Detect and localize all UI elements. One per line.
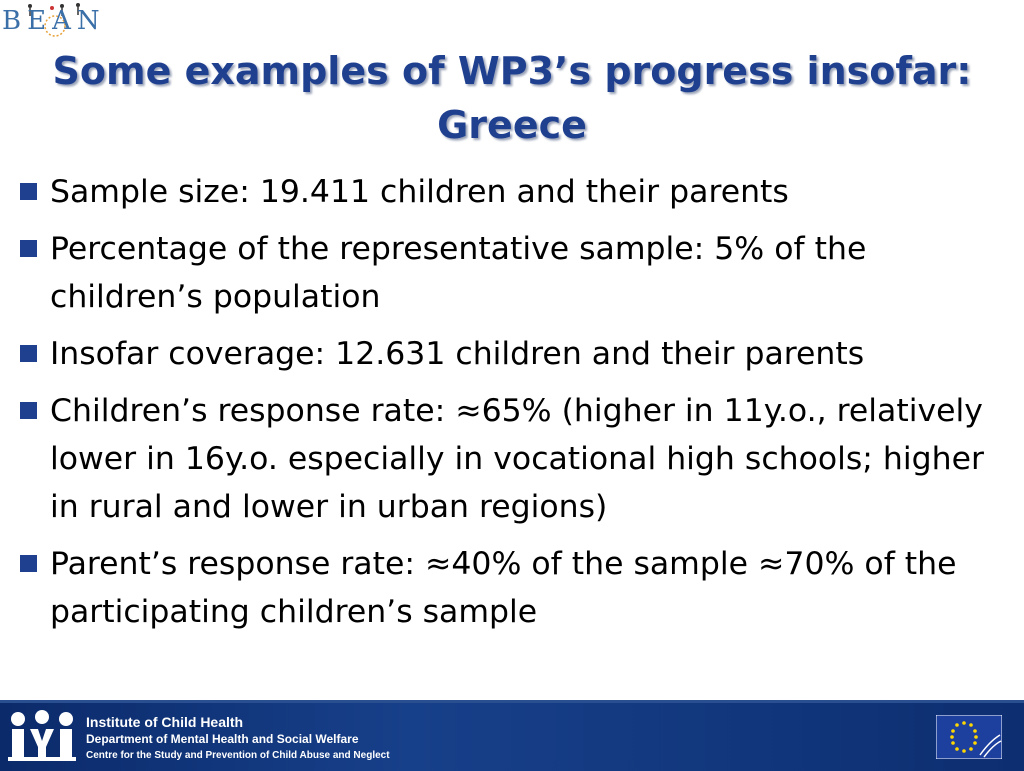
square-bullet-icon (20, 345, 37, 362)
slide-title (0, 44, 1024, 152)
footer-text-block (86, 713, 390, 763)
footer-centre: Centre for the Study and Prevention of Child Abuse and Neglect (86, 750, 390, 761)
footer-department: Department of Mental Health and Social Welfare (86, 732, 359, 746)
square-bullet-icon (20, 555, 37, 572)
bullet-item (18, 330, 1018, 378)
title-line-1: Some examples of WP3’s progress insofar: (52, 49, 972, 93)
footer-institute-name: Institute of Child Health (86, 714, 244, 730)
bullet-text: Parent’s response rate: ≈40% of the sample ≈70% of the participating children’s sample (50, 546, 957, 630)
square-bullet-icon (20, 240, 37, 257)
bullet-text: Percentage of the representative sample: 5% of the children’s population (50, 231, 867, 315)
square-bullet-icon (20, 183, 37, 200)
bullet-item (18, 387, 1018, 531)
footer-bar (0, 700, 1024, 771)
bean-logo (0, 0, 130, 44)
square-bullet-icon (20, 402, 37, 419)
eu-flag-icon (936, 715, 1002, 759)
title-line-2: Greece (437, 103, 587, 147)
bullet-list (18, 168, 1018, 645)
bullet-item (18, 540, 1018, 636)
institute-logo-icon (4, 709, 80, 767)
bullet-text: Sample size: 19.411 children and their parents (50, 174, 789, 210)
bullet-text: Insofar coverage: 12.631 children and their parents (50, 336, 865, 372)
logo-text: BEAN (2, 6, 106, 36)
bullet-text: Children’s response rate: ≈65% (higher in 11y.o., relatively lower in 16y.o. especially in vocational high schools; higher in rural and lower in urban regions) (50, 393, 984, 525)
bullet-item (18, 225, 1018, 321)
bullet-item (18, 168, 1018, 216)
